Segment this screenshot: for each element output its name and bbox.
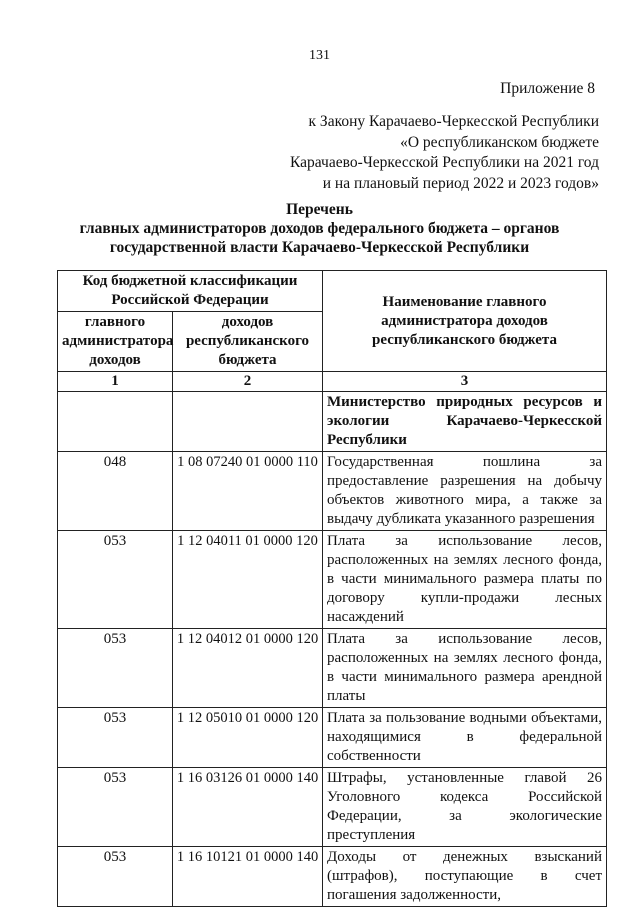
administrators-table — [57, 270, 607, 907]
table-row — [58, 847, 607, 907]
appendix-label: Приложение 8 — [500, 80, 595, 97]
admin-code: 053 — [58, 708, 173, 768]
title-line: Перечень — [286, 201, 353, 218]
col-number: 1 — [58, 372, 173, 392]
law-reference — [290, 112, 599, 194]
table-row — [58, 708, 607, 768]
col-number: 2 — [173, 372, 323, 392]
empty-cell — [173, 392, 323, 452]
admin-code: 053 — [58, 629, 173, 708]
document-title — [0, 200, 639, 257]
revenue-code: 1 16 03126 01 0000 140 — [173, 768, 323, 847]
revenue-code: 1 12 04012 01 0000 120 — [173, 629, 323, 708]
col-number: 3 — [323, 372, 607, 392]
admin-code: 053 — [58, 768, 173, 847]
revenue-code: 1 12 04011 01 0000 120 — [173, 531, 323, 629]
table-row — [58, 768, 607, 847]
ministry-name: Министерство природных ресурсов и экологии Карачаево-Черкесской Республики — [323, 392, 607, 452]
revenue-name: Плата за использование лесов, расположенных на землях лесного фонда, в части минимального размера арендной платы — [323, 629, 607, 708]
table-row — [58, 629, 607, 708]
law-line: «О республиканском бюджете — [400, 133, 599, 151]
revenue-name: Доходы от денежных взысканий (штрафов), поступающие в счет погашения задолженности, — [323, 847, 607, 907]
admin-code: 053 — [58, 531, 173, 629]
title-line: государственной власти Карачаево-Черкесской Республики — [109, 239, 530, 256]
header-admin: главного администратора доходов — [58, 312, 173, 372]
revenue-name: Плата за использование лесов, расположенных на землях лесного фонда, в части минимального размера платы по договору купли-продажи лесных насаждений — [323, 531, 607, 629]
table-row — [58, 392, 607, 452]
revenue-code: 1 08 07240 01 0000 110 — [173, 452, 323, 531]
revenue-name: Плата за пользование водными объектами, находящимися в федеральной собственности — [323, 708, 607, 768]
table-row — [58, 531, 607, 629]
empty-cell — [58, 392, 173, 452]
law-line: Карачаево-Черкесской Республики на 2021 год — [290, 154, 599, 171]
header-name: Наименование главного администратора доходов республиканского бюджета — [323, 271, 607, 372]
law-line: к Закону Карачаево-Черкесской Республики — [308, 113, 599, 130]
title-line: главных администраторов доходов федерального бюджета – органов — [79, 220, 560, 237]
page-number: 131 — [309, 48, 330, 63]
revenue-name: Государственная пошлина за предоставление разрешения на добычу объектов животного мира, а также за выдачу дубликата указанного разрешения — [323, 452, 607, 531]
header-revenue: доходов республиканского бюджета — [173, 312, 323, 372]
header-budget-code-group: Код бюджетной классификации Российской Федерации — [58, 271, 323, 312]
revenue-name: Штрафы, установленные главой 26 Уголовного кодекса Российской Федерации, за экологические преступления — [323, 768, 607, 847]
revenue-code: 1 16 10121 01 0000 140 — [173, 847, 323, 907]
law-line: и на плановый период 2022 и 2023 годов» — [322, 174, 599, 192]
table-row — [58, 452, 607, 531]
admin-code: 048 — [58, 452, 173, 531]
admin-code: 053 — [58, 847, 173, 907]
revenue-code: 1 12 05010 01 0000 120 — [173, 708, 323, 768]
